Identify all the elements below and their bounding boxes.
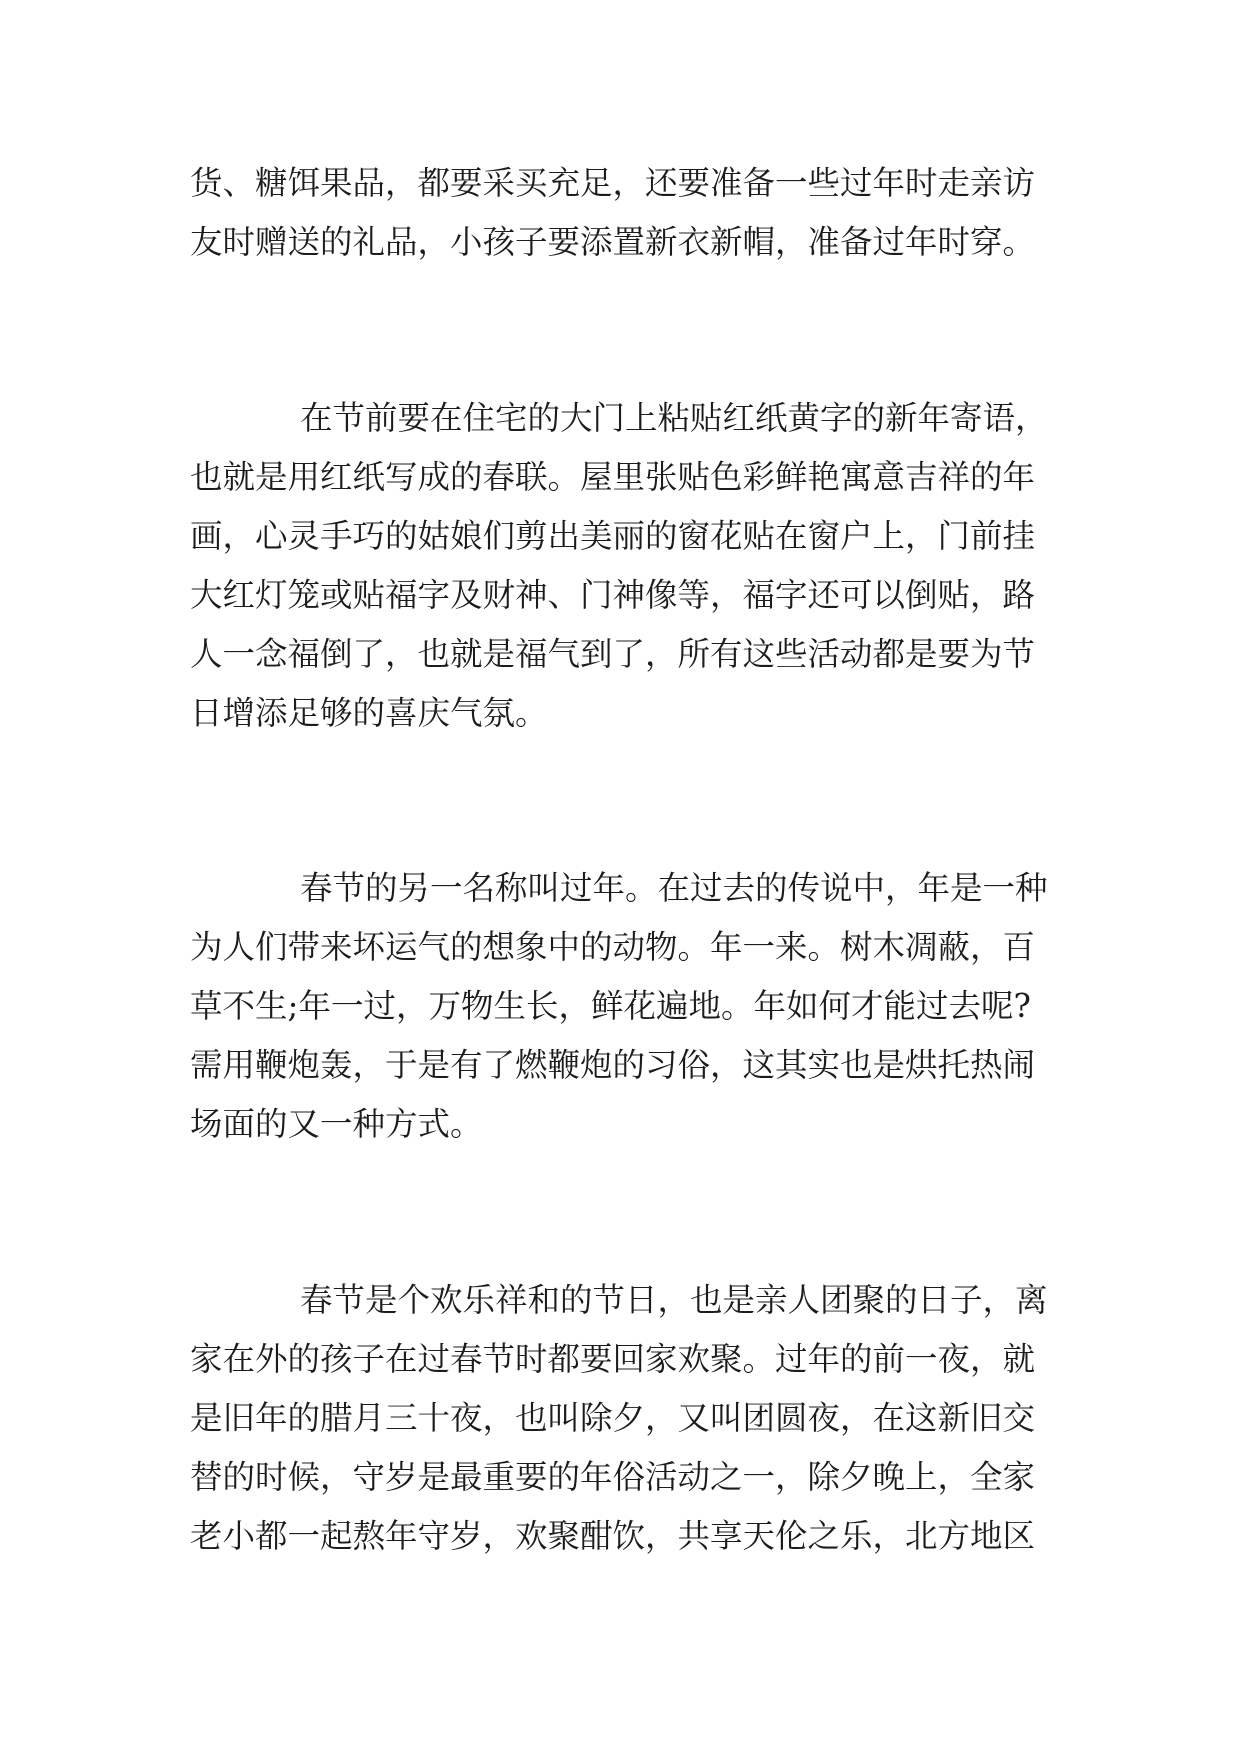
paragraph-line: 是旧年的腊月三十夜，也叫除夕，又叫团圆夜，在这新旧交 — [190, 1399, 1036, 1437]
paragraph-line: 需用鞭炮轰，于是有了燃鞭炮的习俗，这其实也是烘托热闹 — [190, 1046, 1036, 1084]
paragraph-line: 也就是用红纸写成的春联。屋里张贴色彩鲜艳寓意吉祥的年 — [190, 458, 1036, 496]
paragraph-line-indented: 春节是个欢乐祥和的节日，也是亲人团聚的日子，离 — [300, 1281, 1048, 1319]
paragraph-line: 货、糖饵果品，都要采买充足，还要准备一些过年时走亲访 — [190, 164, 1036, 202]
paragraph-line: 替的时候，守岁是最重要的年俗活动之一，除夕晚上，全家 — [190, 1458, 1036, 1496]
paragraph-line: 家在外的孩子在过春节时都要回家欢聚。过年的前一夜，就 — [190, 1340, 1036, 1378]
paragraph-line: 友时赠送的礼品，小孩子要添置新衣新帽，准备过年时穿。 — [190, 223, 1036, 261]
paragraph-line: 画，心灵手巧的姑娘们剪出美丽的窗花贴在窗户上，门前挂 — [190, 517, 1036, 555]
paragraph-line: 草不生;年一过，万物生长，鲜花遍地。年如何才能过去呢? — [190, 987, 1031, 1025]
paragraph-line-indented: 春节的另一名称叫过年。在过去的传说中，年是一种 — [300, 869, 1048, 907]
paragraph-line-indented: 在节前要在住宅的大门上粘贴红纸黄字的新年寄语， — [300, 399, 1048, 437]
paragraph-line: 为人们带来坏运气的想象中的动物。年一来。树木凋蔽，百 — [190, 928, 1036, 966]
paragraph-line: 大红灯笼或贴福字及财神、门神像等，福字还可以倒贴，路 — [190, 576, 1036, 614]
paragraph-line: 场面的又一种方式。 — [190, 1105, 483, 1143]
paragraph-line: 人一念福倒了，也就是福气到了，所有这些活动都是要为节 — [190, 635, 1036, 673]
paragraph-line: 老小都一起熬年守岁，欢聚酣饮，共享天伦之乐，北方地区 — [190, 1517, 1036, 1555]
paragraph-line: 日增添足够的喜庆气氛。 — [190, 694, 548, 732]
